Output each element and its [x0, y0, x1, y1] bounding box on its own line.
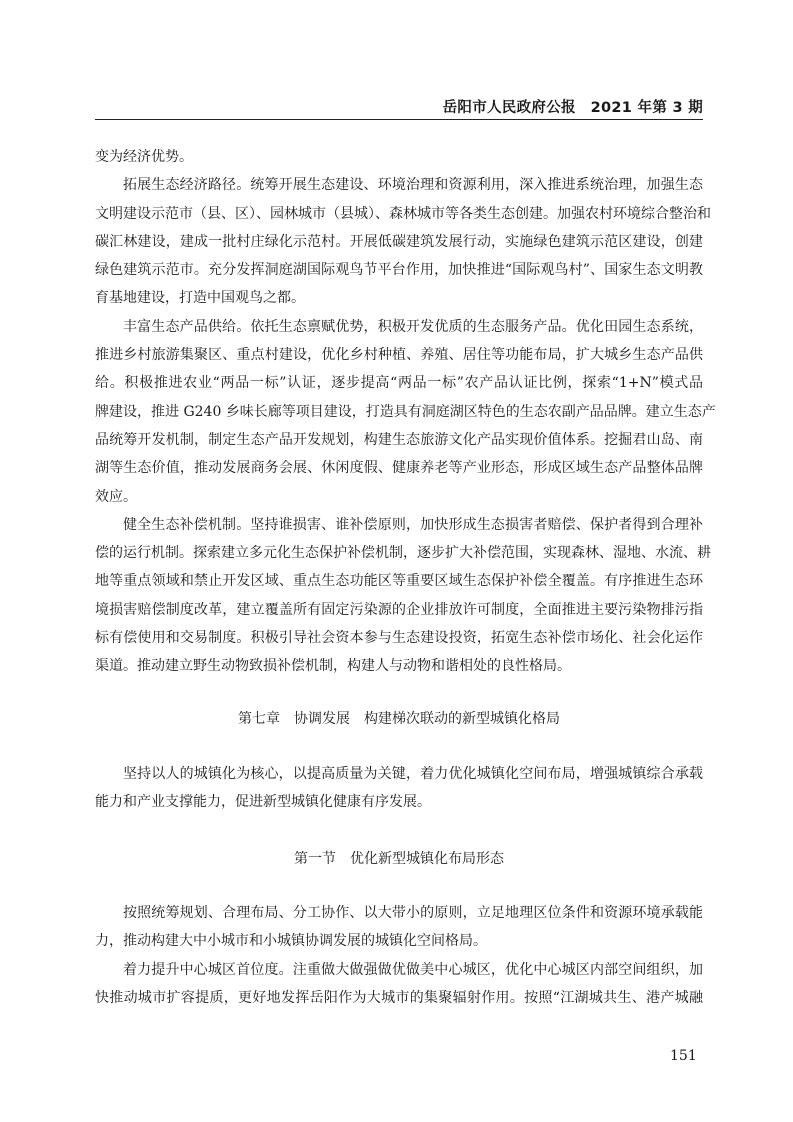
paragraph-line: 文明建设示范市（县、区）、园林城市（县城）、森林城市等各类生态创建。加强农村环境综合整治和	[95, 205, 711, 222]
section-heading: 第一节 优化新型城镇化布局形态	[294, 851, 504, 867]
paragraph-line: 健全生态补偿机制。坚持谁损害、谁补偿原则，加快形成生态损害者赔偿、保护者得到合理补	[123, 516, 703, 533]
paragraph-line: 牌建设，推进 G240 乡味长廊等项目建设，打造具有洞庭湖区特色的生态农副产品品牌。建立生态产	[95, 403, 716, 420]
paragraph-line: 境损害赔偿制度改革，建立覆盖所有固定污染源的企业排放许可制度，全面推进主要污染物排污指	[95, 601, 703, 618]
paragraph-line: 碳汇林建设，建成一批村庄绿化示范村。开展低碳建筑发展行动，实施绿色建筑示范区建设，创建	[95, 233, 703, 250]
header-rule	[95, 119, 703, 120]
body-block-1	[95, 143, 716, 681]
body-block-3	[95, 899, 703, 1012]
paragraph-line: 坚持以人的城镇化为核心，以提高质量为关键，着力优化城镇化空间布局，增强城镇综合承载	[123, 766, 703, 782]
journal-header: 岳阳市人民政府公报 2021 年第 3 期	[442, 100, 703, 116]
paragraph-line: 按照统筹规划、合理布局、分工协作、以大带小的原则，立足地理区位条件和资源环境承载能	[123, 905, 703, 921]
paragraph-line: 着力提升中心城区首位度。注重做大做强做优做美中心城区，优化中心城区内部空间组织，加	[123, 961, 703, 978]
paragraph-line: 丰富生态产品供给。依托生态禀赋优势，积极开发优质的生态服务产品。优化田园生态系统，	[123, 318, 703, 335]
page-number: 151	[670, 1048, 697, 1064]
paragraph-line: 拓展生态经济路径。统筹开展生态建设、环境治理和资源利用，深入推进系统治理，加强生态	[123, 177, 703, 194]
paragraph-line: 推进乡村旅游集聚区、重点村建设，优化乡村种植、养殖、居住等功能布局，扩大城乡生态产品供	[95, 347, 703, 364]
paragraph-line: 快推动城市扩容提质，更好地发挥岳阳作为大城市的集聚辐射作用。按照“江湖城共生、港产城融	[95, 989, 703, 1006]
paragraph-line: 变为经济优势。	[95, 149, 193, 165]
chapter-heading: 第七章 协调发展 构建梯次联动的新型城镇化格局	[238, 711, 560, 727]
paragraph-line: 渠道。推动建立野生动物致损补偿机制，构建人与动物和谐相处的良性格局。	[95, 658, 571, 675]
paragraph-line: 湖等生态价值，推动发展商务会展、休闲度假、健康养老等产业形态，形成区域生态产品整体品牌	[95, 460, 703, 477]
paragraph-line: 给。积极推进农业“两品一标”认证，逐步提高“两品一标”农产品认证比例，探索“1+N”模式品	[95, 375, 703, 392]
paragraph-line: 力，推动构建大中小城市和小城镇协调发展的城镇化空间格局。	[95, 933, 487, 950]
paragraph-line: 育基地建设，打造中国观鸟之都。	[95, 290, 305, 307]
paragraph-line: 能力和产业支撑能力，促进新型城镇化健康有序发展。	[95, 794, 431, 811]
paragraph-line: 品统筹开发机制，制定生态产品开发规划，构建生态旅游文化产品实现价值体系。挖掘君山岛、南	[95, 431, 703, 448]
body-block-2	[95, 760, 703, 817]
paragraph-line: 标有偿使用和交易制度。积极引导社会资本参与生态建设投资，拓宽生态补偿市场化、社会化运作	[95, 630, 703, 647]
paragraph-line: 效应。	[95, 488, 137, 505]
paragraph-line: 地等重点领域和禁止开发区域、重点生态功能区等重要区域生态保护补偿全覆盖。有序推进生态环	[95, 573, 703, 590]
paragraph-line: 绿色建筑示范市。充分发挥洞庭湖国际观鸟节平台作用，加快推进“国际观鸟村”、国家生态文明教	[95, 262, 703, 279]
paragraph-line: 偿的运行机制。探索建立多元化生态保护补偿机制，逐步扩大补偿范围，实现森林、湿地、水流、耕	[95, 545, 711, 562]
